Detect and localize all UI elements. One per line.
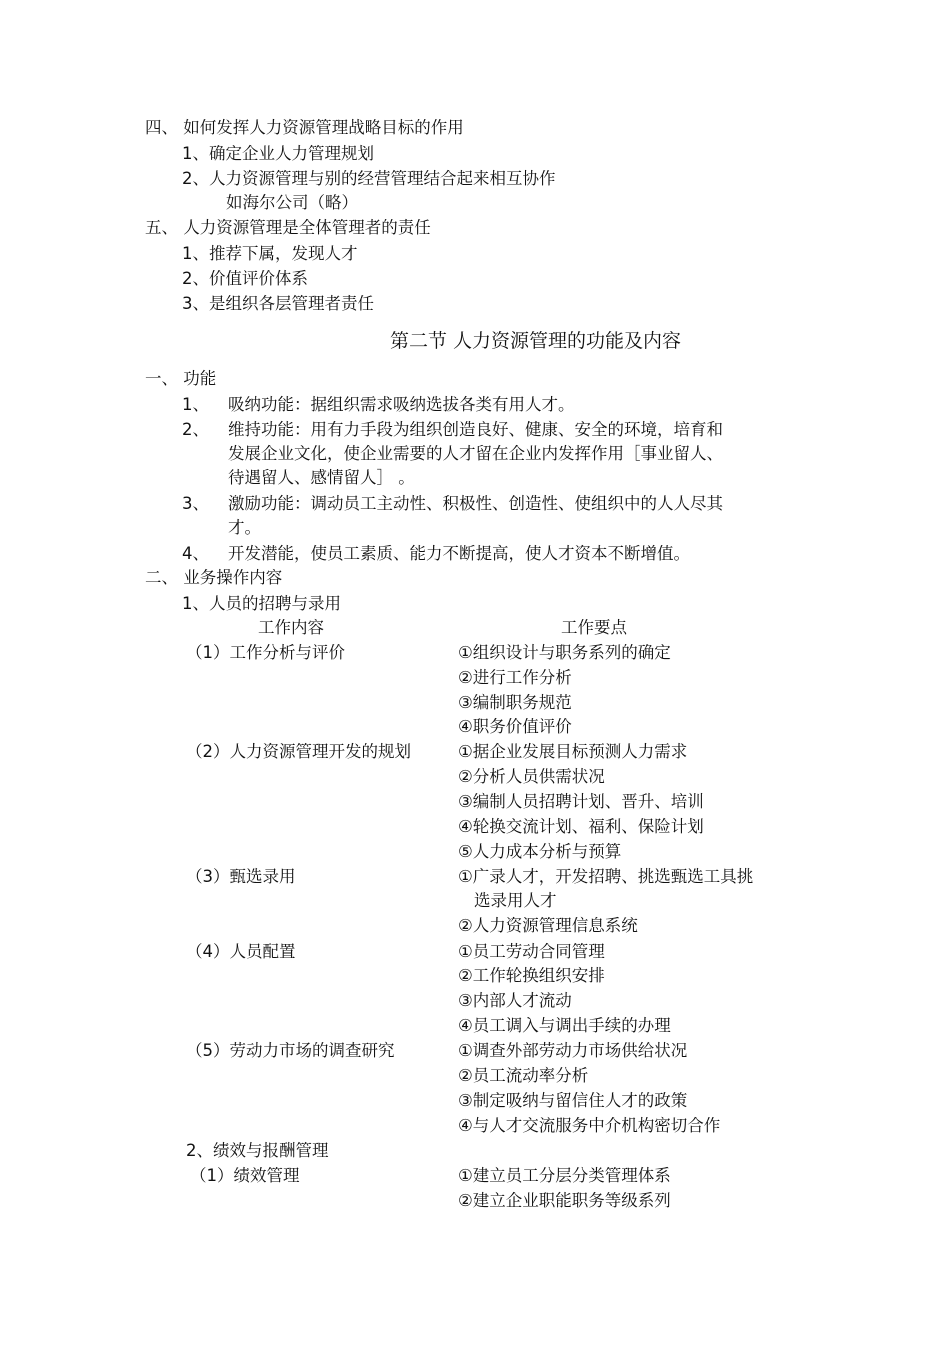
section-heading: 四、 如何发挥人力资源管理战略目标的作用: [145, 118, 464, 137]
section-heading: 一、 功能: [145, 369, 217, 388]
row-label: （3）甄选录用: [186, 867, 296, 886]
row-point: ④职务价值评价: [458, 717, 572, 736]
note: 如海尔公司（略）: [226, 193, 358, 212]
row-point: ①组织设计与职务系列的确定: [458, 643, 671, 662]
item-number: 4、: [182, 544, 209, 563]
item-number: 3、: [182, 494, 209, 513]
row-point: ①据企业发展目标预测人力需求: [458, 742, 688, 761]
row-point: ①建立员工分层分类管理体系: [458, 1166, 671, 1185]
list-item-cont: 待遇留人、感情留人］ 。: [228, 468, 415, 487]
row-point: ④轮换交流计划、福利、保险计划: [458, 817, 704, 836]
item-number: 2、: [182, 420, 209, 439]
row-point: ①调查外部劳动力市场供给状况: [458, 1041, 688, 1060]
list-item: 吸纳功能：据组织需求吸纳选拔各类有用人才。: [228, 395, 575, 414]
row-label: （5）劳动力市场的调查研究: [186, 1041, 395, 1060]
section-title: 第二节 人力资源管理的功能及内容: [390, 330, 682, 352]
list-item: 1、确定企业人力管理规划: [182, 144, 374, 163]
list-item-cont: 发展企业文化，使企业需要的人才留在企业内发挥作用［事业留人、: [228, 444, 723, 463]
row-point: ①员工劳动合同管理: [458, 942, 605, 961]
list-item-cont: 才。: [228, 518, 261, 537]
row-point: ②分析人员供需状况: [458, 767, 605, 786]
list-item: 3、是组织各层管理者责任: [182, 294, 374, 313]
subsection-heading: 2、绩效与报酬管理: [186, 1141, 329, 1160]
row-point: ②人力资源管理信息系统: [458, 916, 638, 935]
section-heading: 五、 人力资源管理是全体管理者的责任: [145, 218, 431, 237]
row-point: ③编制人员招聘计划、晋升、培训: [458, 792, 704, 811]
column-header: 工作内容: [258, 618, 324, 637]
list-item: 1、推荐下属，发现人才: [182, 244, 358, 263]
row-label: （1）工作分析与评价: [186, 643, 345, 662]
row-point: ③制定吸纳与留信住人才的政策: [458, 1091, 688, 1110]
row-point: ③内部人才流动: [458, 991, 572, 1010]
list-item: 2、价值评价体系: [182, 269, 308, 288]
subsection-heading: 1、人员的招聘与录用: [182, 594, 341, 613]
row-label: （4）人员配置: [186, 942, 296, 961]
item-number: 1、: [182, 395, 209, 414]
row-label: （1）绩效管理: [190, 1166, 300, 1185]
list-item: 2、人力资源管理与别的经营管理结合起来相互协作: [182, 169, 556, 188]
section-heading: 二、 业务操作内容: [145, 568, 283, 587]
row-point: ②员工流动率分析: [458, 1066, 589, 1085]
list-item: 开发潜能，使员工素质、能力不断提高，使人才资本不断增值。: [228, 544, 690, 563]
row-label: （2）人力资源管理开发的规划: [186, 742, 411, 761]
row-point: ⑤人力成本分析与预算: [458, 842, 622, 861]
row-point: ③编制职务规范: [458, 693, 572, 712]
row-point: ②建立企业职能职务等级系列: [458, 1191, 671, 1210]
column-header: 工作要点: [561, 618, 627, 637]
list-item: 激励功能：调动员工主动性、积极性、创造性、使组织中的人人尽其: [228, 494, 723, 513]
row-point: ②进行工作分析: [458, 668, 572, 687]
row-point: ①广录人才，开发招聘、挑选甄选工具挑: [458, 867, 754, 886]
list-item: 维持功能：用有力手段为组织创造良好、健康、安全的环境，培育和: [228, 420, 723, 439]
row-point-cont: 选录用人才: [474, 891, 557, 910]
row-point: ②工作轮换组织安排: [458, 966, 605, 985]
row-point: ④与人才交流服务中介机构密切合作: [458, 1116, 721, 1135]
row-point: ④员工调入与调出手续的办理: [458, 1016, 671, 1035]
